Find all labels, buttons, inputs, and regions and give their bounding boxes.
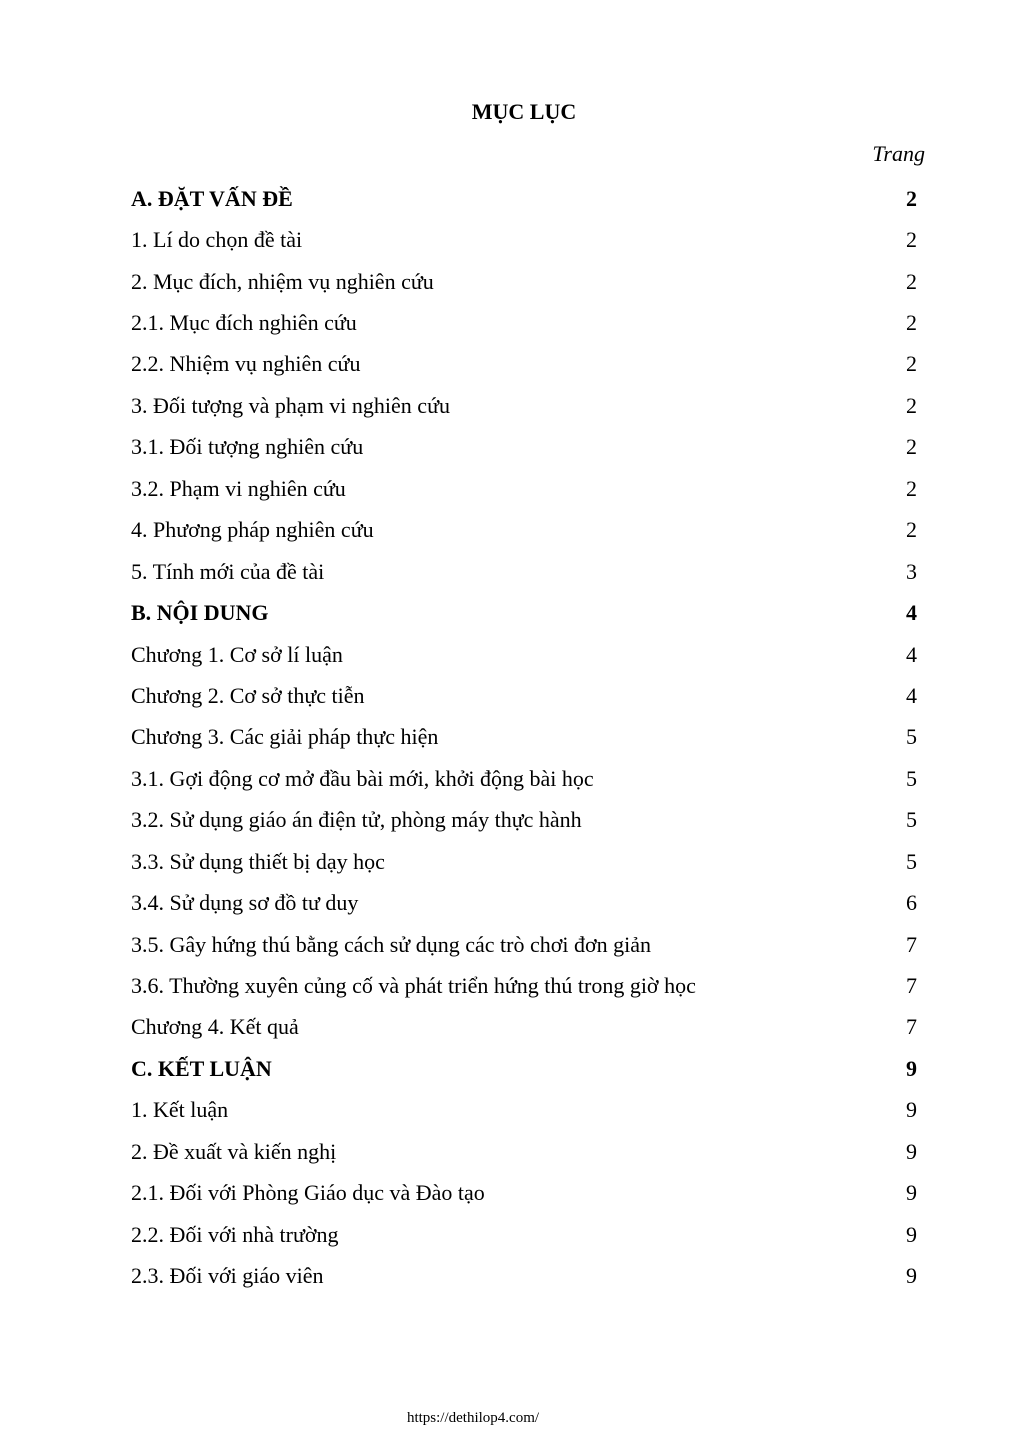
toc-entry-page-number: 7 [906,1014,917,1040]
toc-entry-label: 1. Kết luận [131,1097,229,1123]
toc-entry-label: 3.5. Gây hứng thú bằng cách sử dụng các trò chơi đơn giản [131,931,651,957]
toc-entry-label: 2.1. Đối với Phòng Giáo dục và Đào tạo [131,1180,485,1206]
toc-entry[interactable] [131,758,917,799]
toc-entry-page-number: 5 [906,807,917,833]
toc-entry-label: Chương 2. Cơ sở thực tiễn [131,682,365,708]
toc-entry-label: 3.6. Thường xuyên củng cố và phát triển hứng thú trong giờ học [131,973,696,999]
toc-entry[interactable] [131,675,917,716]
toc-entry-label: 2.1. Mục đích nghiên cứu [131,310,357,336]
toc-entry[interactable] [131,302,917,343]
toc-entry[interactable] [131,510,917,551]
toc-entry-label: 3.4. Sử dụng sơ đồ tư duy [131,890,359,916]
toc-entry[interactable] [131,1255,917,1296]
footer-url[interactable]: https://dethilop4.com/ [406,1410,540,1426]
toc-entry-label: A. ĐẶT VẤN ĐỀ [131,185,293,211]
toc-entry-label: C. KẾT LUẬN [131,1055,272,1081]
toc-entry-label: B. NỘI DUNG [131,600,269,626]
toc-entry[interactable] [131,841,917,882]
toc-entry[interactable] [131,882,917,923]
toc-section-heading[interactable] [131,592,917,633]
toc-entry-page-number: 5 [906,848,917,874]
toc-entry-page-number: 2 [906,517,917,543]
toc-entry[interactable] [131,219,917,260]
toc-entry-page-number: 2 [906,268,917,294]
toc-entry-page-number: 4 [906,641,917,667]
toc-entry-label: Chương 3. Các giải pháp thực hiện [131,724,439,750]
toc-entry-page-number: 4 [906,600,917,626]
toc-entry[interactable] [131,924,917,965]
toc-entry-page-number: 2 [906,227,917,253]
toc-entry[interactable] [131,1007,917,1048]
toc-entry[interactable] [131,1173,917,1214]
toc-entry-label: 3.3. Sử dụng thiết bị dạy học [131,848,385,874]
toc-section-heading[interactable] [131,1048,917,1089]
toc-entry[interactable] [131,261,917,302]
toc-entry[interactable] [131,551,917,592]
toc-entry[interactable] [131,468,917,509]
toc-entry-label: 2.3. Đối với giáo viên [131,1263,324,1289]
toc-entry-page-number: 9 [906,1055,917,1081]
toc-entry-label: Chương 4. Kết quả [131,1014,299,1040]
toc-entry-label: 2. Đề xuất và kiến nghị [131,1138,337,1164]
page-title: MỤC LỤC [471,99,577,124]
toc-entry-page-number: 9 [906,1180,917,1206]
toc-entry-page-number: 6 [906,890,917,916]
toc-entry[interactable] [131,1214,917,1255]
toc-entry-label: 2.2. Nhiệm vụ nghiên cứu [131,351,361,377]
toc-entry-page-number: 2 [906,392,917,418]
toc-entry[interactable] [131,717,917,758]
toc-entry[interactable] [131,344,917,385]
table-of-contents [131,178,917,1297]
toc-entry-page-number: 5 [906,724,917,750]
toc-entry-page-number: 4 [906,682,917,708]
toc-entry-page-number: 3 [906,558,917,584]
toc-entry-label: 3.1. Gợi động cơ mở đầu bài mới, khởi động bài học [131,765,594,791]
toc-entry-label: 2. Mục đích, nhiệm vụ nghiên cứu [131,268,434,294]
toc-entry[interactable] [131,634,917,675]
toc-entry-label: 5. Tính mới của đề tài [131,558,325,584]
toc-entry-page-number: 2 [906,351,917,377]
toc-entry-label: 2.2. Đối với nhà trường [131,1221,339,1247]
page-column-label: Trang [872,141,925,166]
toc-entry[interactable] [131,965,917,1006]
toc-entry-label: 1. Lí do chọn đề tài [131,227,303,253]
toc-entry-page-number: 9 [906,1097,917,1123]
toc-section-heading[interactable] [131,178,917,219]
toc-entry-page-number: 2 [906,475,917,501]
toc-entry-label: 4. Phương pháp nghiên cứu [131,517,374,543]
toc-entry[interactable] [131,385,917,426]
toc-entry-page-number: 7 [906,973,917,999]
toc-entry-label: 3.1. Đối tượng nghiên cứu [131,434,364,460]
toc-entry-page-number: 5 [906,765,917,791]
toc-entry-page-number: 7 [906,931,917,957]
toc-entry[interactable] [131,800,917,841]
toc-entry[interactable] [131,1131,917,1172]
toc-entry-page-number: 9 [906,1221,917,1247]
toc-entry-page-number: 2 [906,310,917,336]
toc-entry-label: 3.2. Sử dụng giáo án điện tử, phòng máy thực hành [131,807,582,833]
toc-entry-page-number: 2 [906,434,917,460]
toc-entry-page-number: 9 [906,1138,917,1164]
toc-entry-label: 3. Đối tượng và phạm vi nghiên cứu [131,392,450,418]
toc-entry[interactable] [131,1090,917,1131]
toc-entry-page-number: 9 [906,1263,917,1289]
toc-entry-page-number: 2 [906,185,917,211]
toc-entry-label: Chương 1. Cơ sở lí luận [131,641,343,667]
toc-entry-label: 3.2. Phạm vi nghiên cứu [131,475,346,501]
toc-entry[interactable] [131,427,917,468]
